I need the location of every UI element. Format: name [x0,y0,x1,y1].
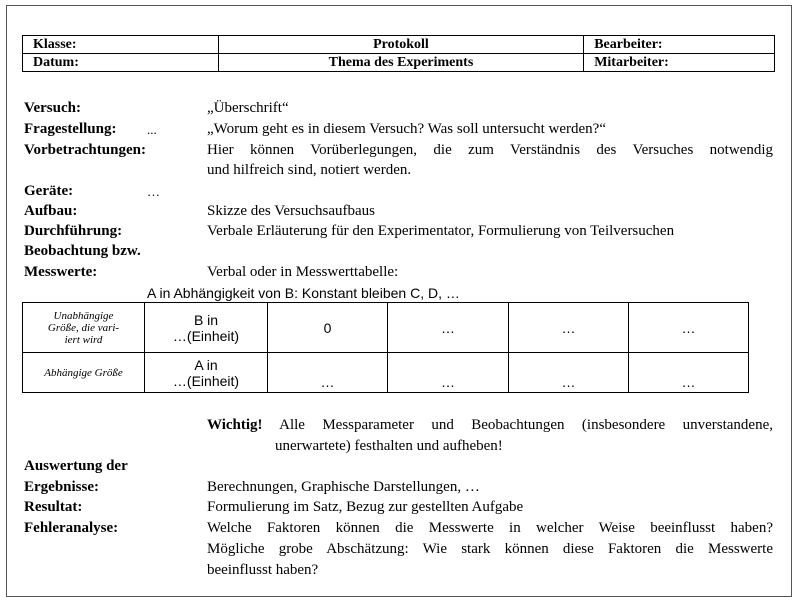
fehleranalyse-line2: Mögliche grobe Abschätzung: Wie stark können diese Faktoren die Messwerte [207,541,773,557]
wichtig-line2: unerwartete) festhalten und aufheben! [275,438,503,454]
unabhaengige-label-line3: iert wird [64,333,103,346]
table-cell: … [509,353,629,393]
table-cell: … [629,353,749,393]
ergebnisse-label: Ergebnisse: [24,479,99,495]
messwerte-label: Messwerte: [24,264,98,280]
geraete-label: Geräte: [24,183,74,199]
fragestellung-label: Fragestellung: [24,121,117,137]
vorbetrachtungen-label: Vorbetrachtungen: [24,142,146,158]
abhaengigkeit-text: A in Abhängigkeit von B: Konstant bleiben C, D, … [147,285,460,301]
fragestellung-dots: ... [147,122,157,137]
wichtig-text: Alle Messparameter und Beobachtungen (insbesondere unverstandene, [279,417,773,433]
fehleranalyse-line3: beeinflusst haben? [207,562,319,578]
versuch-label: Versuch: [24,100,81,116]
table-cell: 0 [268,303,388,353]
fragestellung-text: „Worum geht es in diesem Versuch? Was soll untersucht werden?“ [207,121,607,137]
vorbetrachtungen-text-line1: Hier können Vorüberlegungen, die zum Verständnis des Versuches notwendig [207,142,773,158]
wichtig-bold: Wichtig! [207,417,263,433]
thema-label: Thema des Experiments [218,54,583,72]
auswertung-text: Berechnungen, Graphische Darstellungen, … [207,479,480,495]
datum-label: Datum: [23,54,219,72]
abhaengige-groesse-label: Abhängige Größe [23,353,145,393]
table-cell: … [388,303,509,353]
table-row-unabhaengig [23,303,749,353]
table-cell: … [509,303,629,353]
resultat-label: Resultat: [24,499,83,515]
fehleranalyse-label: Fehleranalyse: [24,520,119,536]
beobachtung-label: Beobachtung bzw. [24,243,141,259]
cell-a-in: A in [194,356,218,373]
messwerte-text: Verbal oder in Messwerttabelle: [207,264,399,280]
table-cell [145,353,268,393]
cell-einheit: …(Einheit) [172,327,240,344]
table-cell: … [629,303,749,353]
cell-einheit: …(Einheit) [172,372,240,389]
unabhaengige-label-line1: Unabhängige [53,309,114,322]
durchfuehrung-label: Durchführung: [24,223,123,239]
messwert-table [22,302,749,393]
resultat-text: Formulierung im Satz, Bezug zur gestellten Aufgabe [207,499,524,515]
vorbetrachtungen-text-line2: und hilfreich sind, notiert werden. [207,162,412,178]
fehleranalyse-line1: Welche Faktoren können die Messwerte in welcher Weise beeinflusst haben? [207,520,773,536]
protokoll-title: Protokoll [218,36,583,54]
unabhaengige-label-line2: Größe, die vari- [47,321,120,334]
versuch-text: „Überschrift“ [207,100,289,116]
table-cell [145,303,268,353]
aufbau-text: Skizze des Versuchsaufbaus [207,203,376,219]
aufbau-label: Aufbau: [24,203,78,219]
table-cell: … [388,353,509,393]
table-cell: … [268,353,388,393]
geraete-dots: … [147,184,160,199]
durchfuehrung-text: Verbale Erläuterung für den Experimentator, Formulierung von Teilversuchen [207,223,675,239]
cell-b-in: B in [193,311,219,328]
protocol-header-table [22,35,775,72]
klasse-label: Klasse: [23,36,219,54]
wichtig-line1 [207,417,773,434]
table-row-abhaengig [23,353,749,393]
bearbeiter-label: Bearbeiter: [584,36,775,54]
unabhaengige-groesse-label [23,303,145,353]
auswertung-label: Auswertung der [24,458,128,474]
mitarbeiter-label: Mitarbeiter: [584,54,775,72]
